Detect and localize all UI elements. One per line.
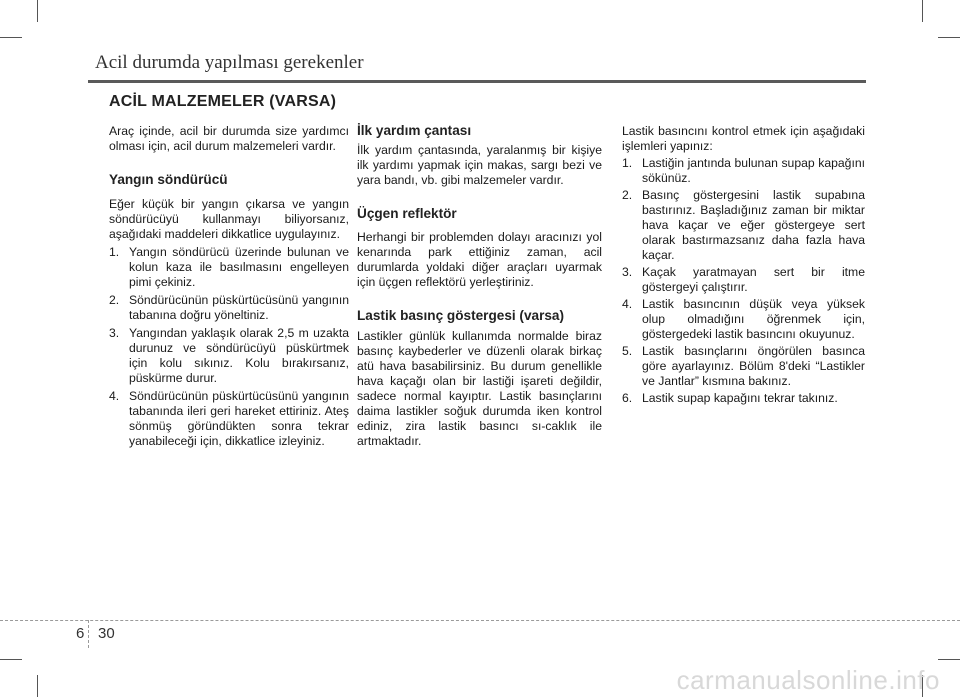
- list-item: 3. Kaçak yaratmayan sert bir itme göstergeyi çalıştırır.: [622, 265, 865, 294]
- crop-mark: [37, 0, 38, 22]
- firstaid-paragraph: İlk yardım çantasında, yaralanmış bir kişiye ilk yardımı yapmak için makas, sargı bezi ve yara bandı, vb. gibi malzemeler vardır.: [357, 143, 602, 187]
- triangle-heading: Üçgen reflektör: [357, 206, 457, 221]
- gauge-paragraph: Lastikler günlük kullanımda normalde biraz basınç kaybederler ve düzenli olarak birkaç atü hava basabilirsiniz. Bu durum genellikle hava kaçağı olan bir lastiği işareti değildir, sadece normal kayıptır. Lastik basınçlarını daima lastikler soğuk durumda iken kontrol ediniz, zira lastik basıncı sı-caklık ile artmaktadır.: [357, 329, 602, 448]
- list-item: 2. Söndürücünün püskürtücüsünü yangının tabanına doğru yöneltiniz.: [109, 293, 349, 322]
- list-item: 3. Yangından yaklaşık olarak 2,5 m uzakta durunuz ve söndürücüyü püskürtmek için kolu sıkınız. Kolu bırakırsanız, püskürme durur.: [109, 326, 349, 385]
- section-header: Acil durumda yapılması gerekenler: [95, 52, 364, 73]
- list-item: 4. Lastik basıncının düşük veya yüksek olup olmadığını öğrenmek için, göstergedeki lastik basıncını okuyunuz.: [622, 297, 865, 341]
- footer-rule: [0, 620, 960, 621]
- crop-mark: [0, 659, 22, 660]
- page-title: ACİL MALZEMELER (VARSA): [109, 93, 337, 110]
- extinguisher-paragraph: Eğer küçük bir yangın çıkarsa ve yangın söndürücüyü kullanmayı biliyorsanız, aşağıdaki maddeleri dikkatlice uygulayınız.: [109, 197, 349, 241]
- extinguisher-steps: [109, 245, 349, 449]
- crop-mark: [938, 659, 960, 660]
- triangle-paragraph: Herhangi bir problemden dolayı aracınızı yol kenarında park ettiğiniz zaman, acil durumlarda yoldaki diğer araçları uyarmak için üçgen reflektörü yerleştiriniz.: [357, 230, 602, 289]
- extinguisher-heading: Yangın söndürücü: [109, 172, 228, 187]
- list-item: 5. Lastik basınçlarını öngörülen basınca göre ayarlayınız. Bölüm 8'deki “Lastikler ve Jantlar” kısmına bakınız.: [622, 344, 865, 388]
- crop-mark: [37, 675, 38, 697]
- column-left: [109, 124, 349, 449]
- column-right: [622, 124, 865, 406]
- list-item: 2. Basınç göstergesini lastik supabına bastırınız. Başladığınız zaman bir miktar hava kaçar ve eğer göstergeye sert olarak bastırmazsanız daha fazla hava kaçar.: [622, 188, 865, 262]
- watermark: carmanualsonline.info: [676, 665, 940, 695]
- intro-paragraph: Araç içinde, acil bir durumda size yardımcı olması için, acil durum malzemeleri vardır.: [109, 124, 349, 153]
- column-middle: [357, 122, 602, 449]
- page-number: 30: [98, 625, 115, 642]
- gauge-steps: [622, 156, 865, 406]
- firstaid-heading: İlk yardım çantası: [357, 123, 472, 138]
- list-item: 1. Yangın söndürücü üzerinde bulunan ve kolun kaza ile basılmasını engelleyen pimi çekiniz.: [109, 245, 349, 289]
- crop-mark: [938, 37, 960, 38]
- gauge-intro: Lastik basıncını kontrol etmek için aşağıdaki işlemleri yapınız:: [622, 124, 865, 153]
- chapter-number: 6: [76, 625, 85, 642]
- crop-mark: [0, 37, 22, 38]
- list-item: 1. Lastiğin jantında bulunan supap kapağını sökünüz.: [622, 156, 865, 185]
- crop-mark: [922, 0, 923, 22]
- list-item: 4. Söndürücünün püskürtücüsünü yangının tabanında ileri geri hareket ettiriniz. Ateş sönmüş göründükten sonra tekrar yanabileceği için, dikkatlice izleyiniz.: [109, 389, 349, 448]
- gauge-heading: Lastik basınç göstergesi (varsa): [357, 308, 565, 323]
- footer-divider: [88, 620, 89, 648]
- list-item: 6. Lastik supap kapağını tekrar takınız.: [622, 391, 838, 405]
- header-rule: [88, 80, 866, 83]
